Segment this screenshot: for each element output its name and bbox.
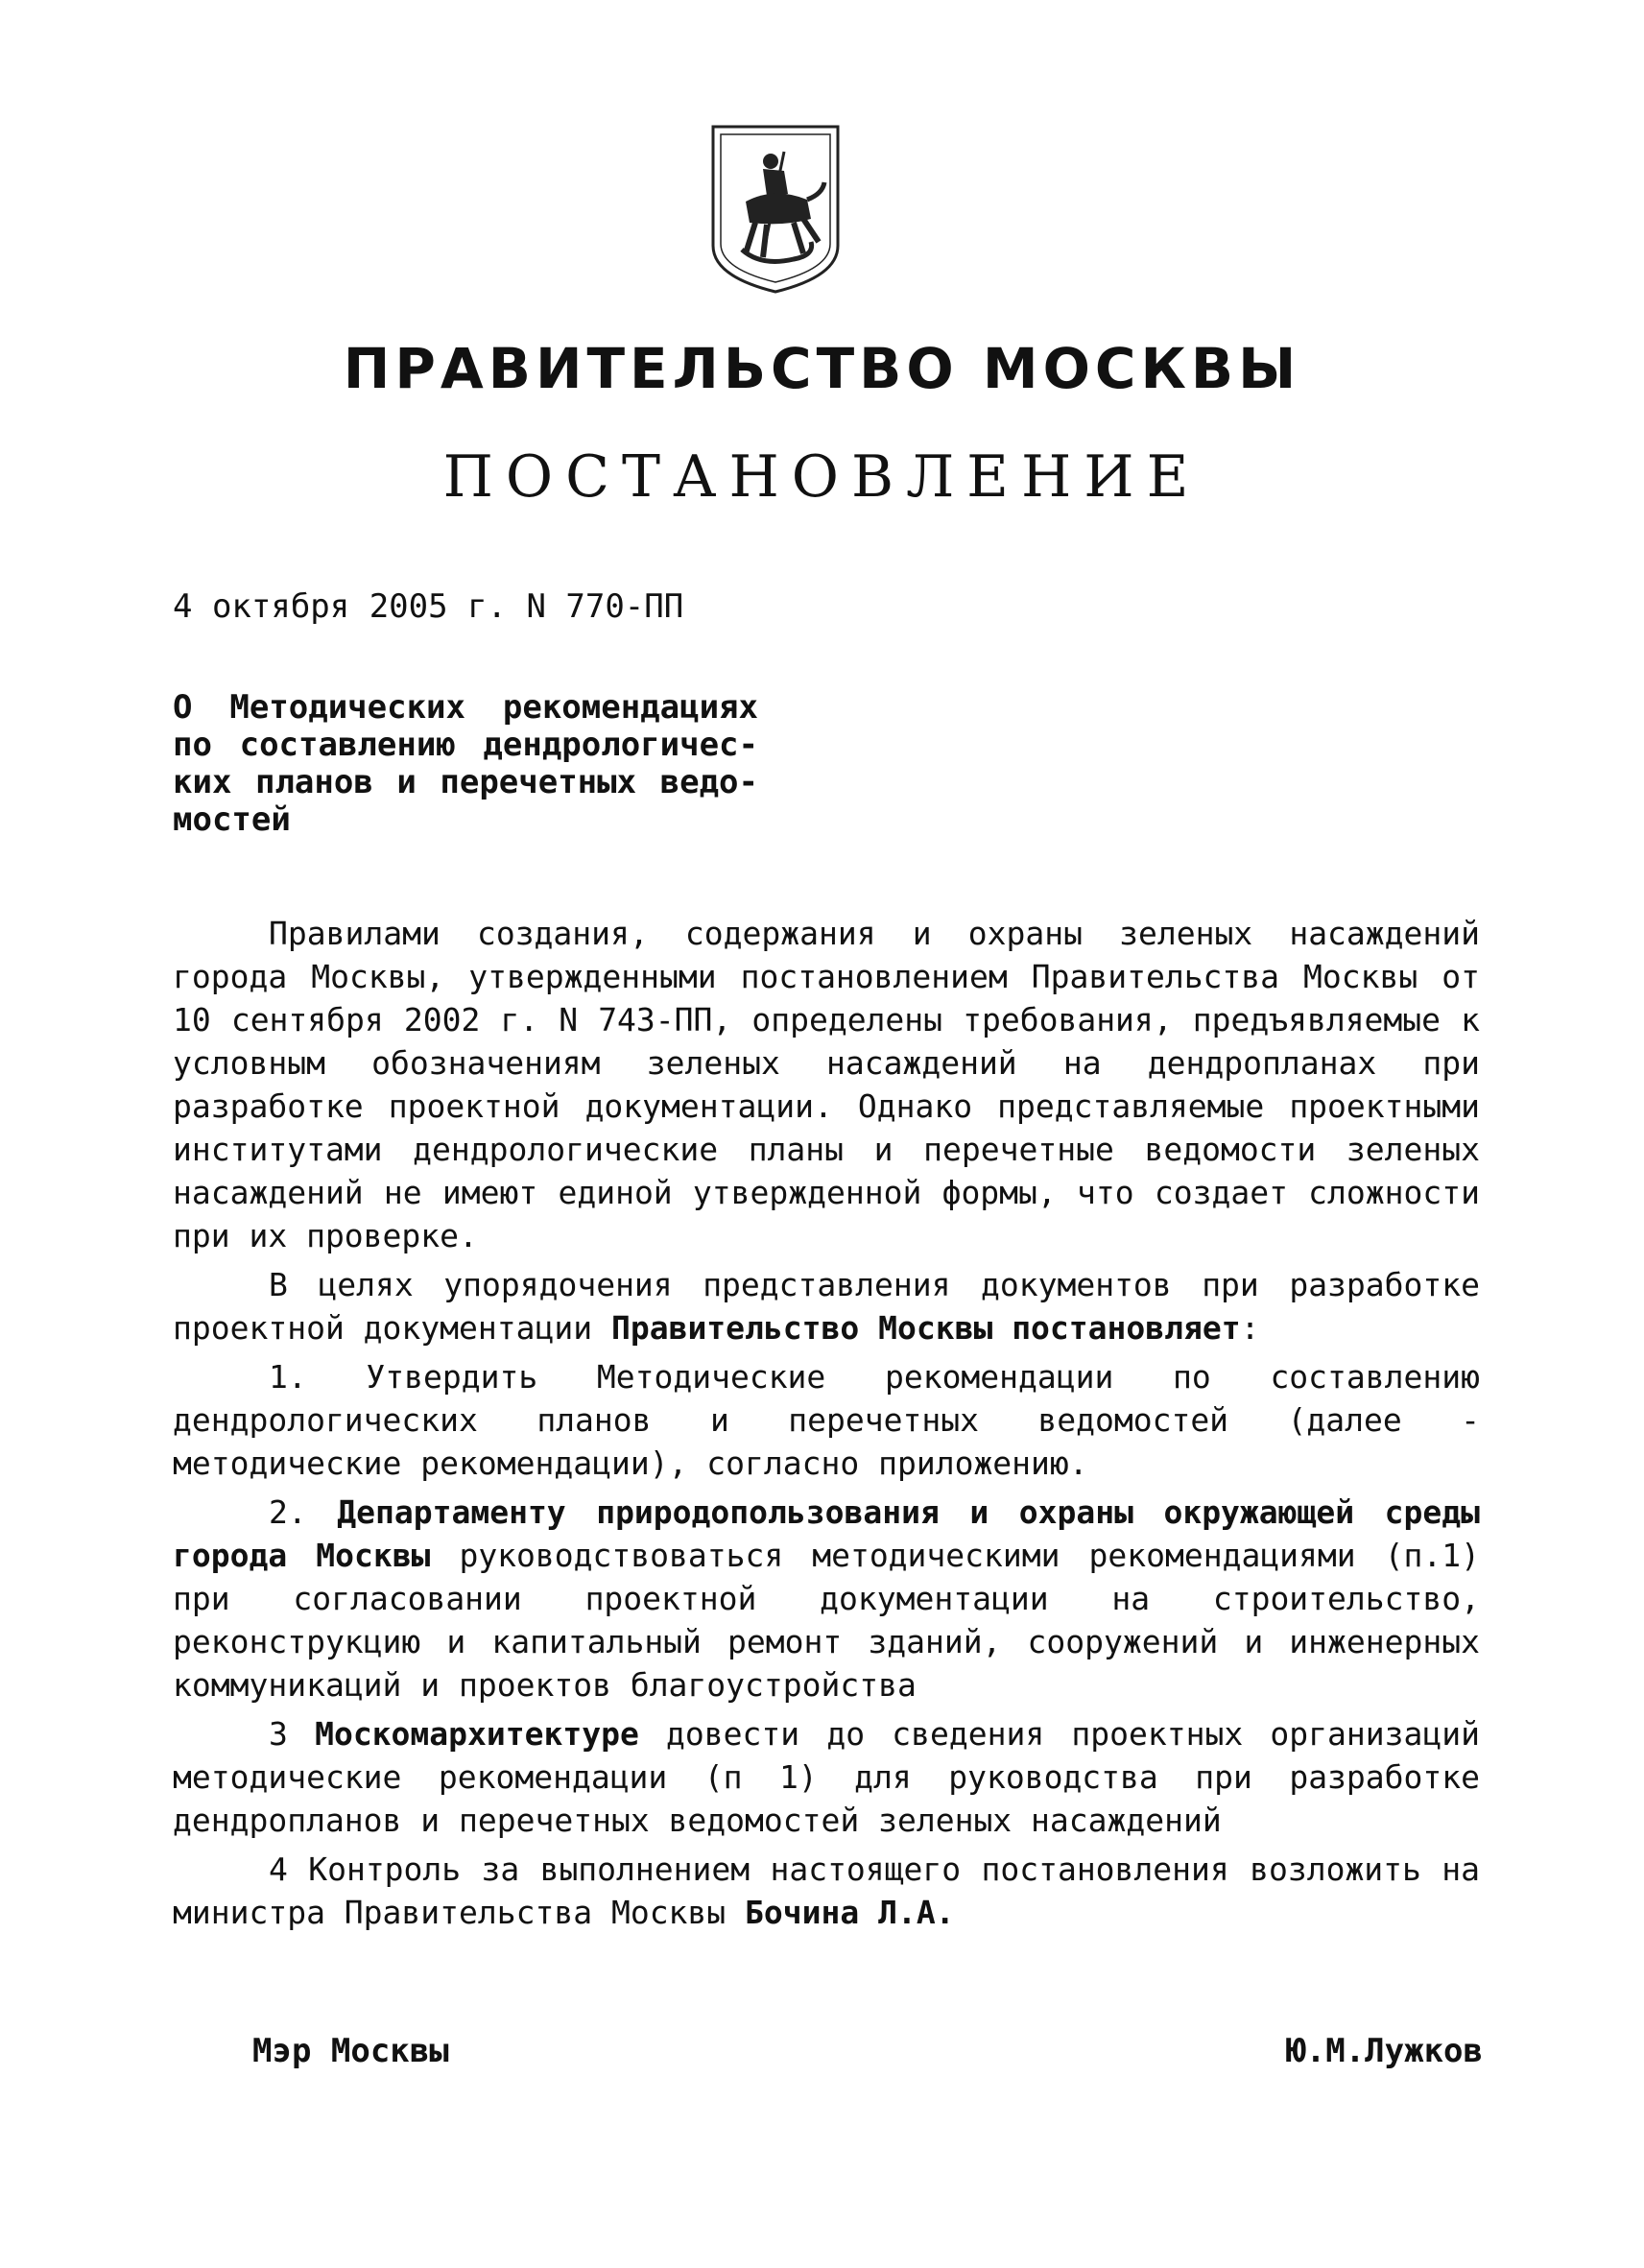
body-paragraph-preamble: Правилами создания, содержания и охраны зеленых насаждений города Москвы, утвержденными постановлением Правительства Москвы от 10 сентября 2002 г. N 743-ПП, определены требования, предъявляемые к условным обозначениям зеленых насаждений на дендропланах при разработке проектной документации. Однако представляемые проектными институтами дендрологические планы и перечетные ведомости зеленых насаждений не имеют единой утвержденной формы, что создает сложности при их проверке. [173, 915, 1480, 1254]
document-type-title: ПОСТАНОВЛЕНИЕ [442, 443, 1202, 511]
document-body [173, 912, 1480, 1940]
responsible-person: Бочина Л.А. [745, 1894, 955, 1931]
department-name: Департаменту природопользования и охраны окружающей среды города Москвы [173, 1493, 1480, 1574]
subject-line: О Методических рекомендациях [173, 688, 758, 727]
document-subject [173, 689, 758, 839]
subject-line: мостей [173, 800, 291, 839]
moscow-coat-of-arms-icon [707, 123, 844, 296]
body-paragraph-resolution: В целях упорядочения представления документов при разработке проектной документации Правительство Москвы постановляет: [173, 1266, 1480, 1347]
committee-name: Москомархитектуре [315, 1715, 639, 1753]
signatory-name: Ю.М.Лужков [1286, 2032, 1483, 2070]
subject-line: ких планов и перечетных ведо- [173, 763, 758, 801]
signatory-position: Мэр Москвы [252, 2032, 449, 2070]
government-title: ПРАВИТЕЛЬСТВО МОСКВЫ [343, 336, 1301, 401]
date-and-number: 4 октября 2005 г. N 770-ПП [173, 587, 684, 626]
body-paragraph-item-1: 1. Утвердить Методические рекомендации по составлению дендрологических планов и перечетных ведомостей (далее - методические рекомендации), согласно приложению. [173, 1358, 1480, 1482]
body-paragraph-item-3: 3 Москомархитектуре довести до сведения проектных организаций методические рекомендации (п 1) для руководства при разработке дендропланов и перечетных ведомостей зеленых насаждений [173, 1715, 1480, 1839]
subject-line: по составлению дендрологичес- [173, 726, 758, 764]
body-paragraph-item-4: 4 Контроль за выполнением настоящего постановления возложить на министра Правительства Москвы Бочина Л.А. [173, 1850, 1480, 1931]
resolution-phrase: Правительство Москвы постановляет [610, 1309, 1241, 1347]
body-paragraph-item-2: 2. Департаменту природопользования и охраны окружающей среды города Москвы руководствоваться методическими рекомендациями (п.1) при согласовании проектной документации на строительство, реконструкцию и капитальный ремонт зданий, сооружений и инженерных коммуникаций и проектов благоустройства [173, 1493, 1480, 1704]
